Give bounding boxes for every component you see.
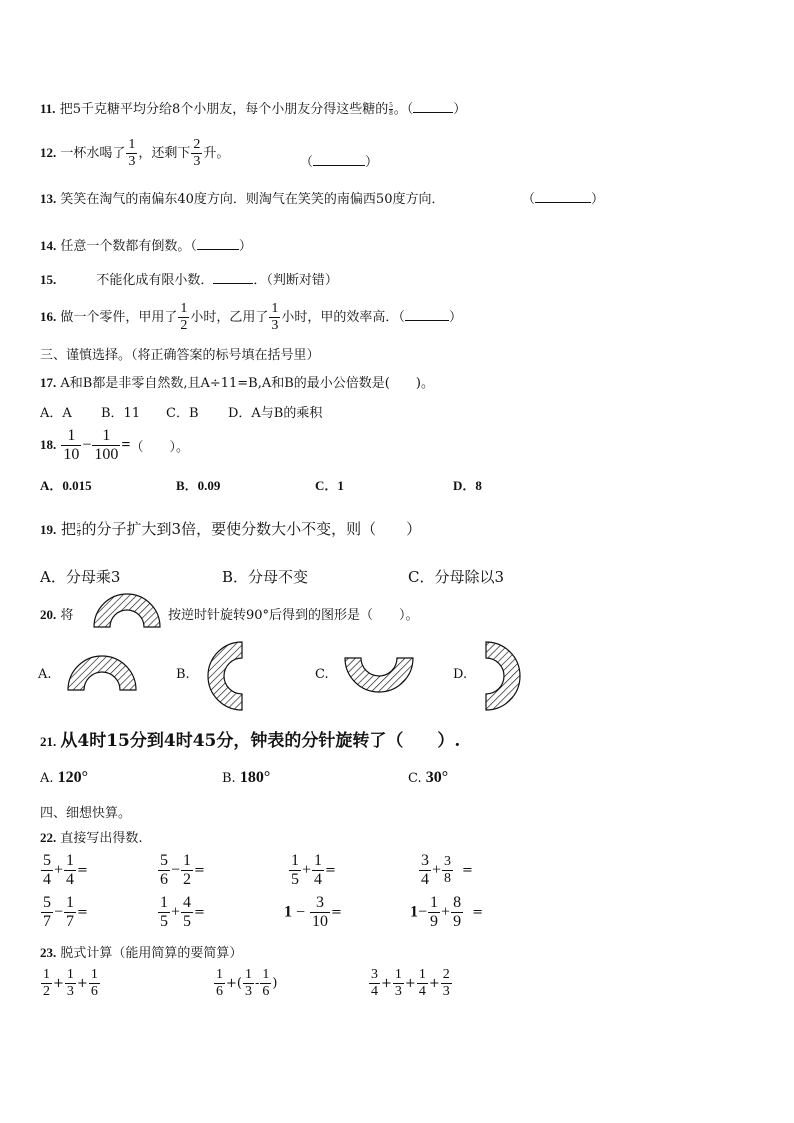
q22-expr: $\frac{5}{7}$ − $\frac{1}{7}$ = (43, 894, 88, 930)
q20-text: 按逆时针旋转90°后得到的图形是（ ）。 (168, 608, 419, 623)
q17-option-c[interactable]: C．B (166, 406, 199, 421)
question-15: 15. 不能化成有限小数． ．（判断对错） (40, 272, 338, 288)
q22-expr: 1 − $\frac{3}{10}$ = (284, 894, 342, 930)
q20-option-b[interactable]: B. (176, 667, 190, 682)
fraction: $\frac{5}{9}$ (77, 521, 81, 538)
question-16: 16. 做一个零件，甲用了 $\frac{1}{2}$ 小时，乙用了 $\frac{1}{3}$ 小时，甲的效率高．（ ） (40, 301, 462, 333)
option-a-figure-icon[interactable] (66, 654, 138, 694)
q23-expr-2: $\frac{1}{6}$ +( $\frac{1}{3}$ - $\frac{1}{6}$ ) (216, 967, 278, 999)
q22-expr: 1− $\frac{1}{9}$ + $\frac{8}{9}$ = (410, 894, 483, 930)
q21-option-c[interactable]: C. 30° (408, 769, 449, 786)
q18-option-b[interactable]: B．0.09 (176, 478, 221, 493)
question-11: 11. 把5千克糖平均分给8个小朋友，每个小朋友分得这些糖的 $\frac{5}{8}$ 。（ ） (40, 101, 467, 117)
q20-option-c[interactable]: C. (315, 667, 329, 682)
answer-blank[interactable] (413, 102, 453, 113)
q22-expr: $\frac{5}{4}$ + $\frac{1}{4}$ = (43, 852, 88, 888)
option-d-figure-icon[interactable] (484, 640, 526, 712)
q22-expr: $\frac{1}{5}$ + $\frac{1}{4}$ = (291, 852, 336, 888)
fraction: $\frac{1}{100}$ (94, 427, 119, 463)
question-21: 21. 从4时15分到4时45分，钟表的分针旋转了（ ）. (40, 731, 461, 751)
q11-fraction: $\frac{5}{8}$ (389, 101, 393, 117)
question-14: 14. 任意一个数都有倒数。（ ） (40, 238, 252, 254)
fraction: $\frac{2}{3}$ (193, 137, 201, 169)
q21-option-b[interactable]: B. 180° (222, 769, 271, 786)
q19-option-b[interactable]: B．分母不变 (222, 568, 309, 586)
section-3-heading: 三、谨慎选择。（将正确答案的标号填在括号里） (40, 348, 320, 363)
q12-answer: （ ） (300, 155, 379, 170)
q11-number: 11. (40, 101, 56, 116)
q23-expr-1: $\frac{1}{2}$ + $\frac{1}{3}$ + $\frac{1}{6}$ (43, 967, 98, 999)
question-13: 13. 笑笑在淘气的南偏东40度方向．则淘气在笑笑的南偏西50度方向． (40, 191, 445, 207)
q17-option-b[interactable]: B．11 (101, 406, 141, 421)
answer-blank[interactable] (535, 192, 591, 203)
q22-expr: $\frac{1}{5}$ + $\frac{4}{5}$ = (160, 894, 205, 930)
answer-blank[interactable] (405, 310, 449, 321)
q23-expr-3: $\frac{3}{4}$ + $\frac{1}{3}$ + $\frac{1}{4}$ + $\frac{2}{3}$ (371, 967, 450, 999)
answer-blank[interactable] (213, 273, 253, 284)
q17-option-a[interactable]: A．A (40, 406, 72, 421)
question-23: 23. 脱式计算（能用简算的要简算） (40, 945, 243, 961)
answer-blank[interactable] (197, 239, 239, 250)
option-b-figure-icon[interactable] (204, 640, 246, 712)
half-ring-figure-icon (92, 590, 162, 630)
q22-expr: $\frac{5}{6}$ − $\frac{1}{2}$ = (160, 852, 205, 888)
q13-answer: （ ） (522, 192, 605, 207)
q18-option-d[interactable]: D．8 (453, 478, 482, 493)
fraction: $\frac{1}{2}$ (180, 301, 188, 333)
q19-option-a[interactable]: A．分母乘3 (40, 568, 121, 586)
q17-option-d[interactable]: D．A与B的乘积 (228, 406, 323, 421)
q20-option-a[interactable]: A. (38, 667, 52, 682)
q19-option-c[interactable]: C．分母除以3 (408, 568, 505, 586)
fraction: $\frac{1}{10}$ (63, 427, 80, 463)
question-22: 22. 直接写出得数. (40, 830, 143, 846)
q22-expr: $\frac{3}{4}$ + $\frac{3}{8}$ = (421, 852, 473, 888)
q18-option-a[interactable]: A．0.015 (40, 478, 92, 493)
question-12: 12. 一杯水喝了 $\frac{1}{3}$ ，还剩下 $\frac{2}{3}$ 升。 (40, 137, 230, 169)
option-c-figure-icon[interactable] (343, 656, 415, 696)
q11-text: 把5千克糖平均分给8个小朋友，每个小朋友分得这些糖的 (59, 102, 389, 117)
q20-option-d[interactable]: D. (453, 667, 468, 682)
fraction: $\frac{1}{3}$ (128, 137, 136, 169)
question-17: 17. A和B都是非零自然数,且A÷11=B,A和B的最小公倍数是( )。 (40, 375, 434, 391)
question-20: 20. 将 (40, 607, 74, 623)
section-4-heading: 四、细想快算。 (40, 806, 132, 821)
q18-option-c[interactable]: C．1 (315, 478, 344, 493)
fraction: $\frac{1}{3}$ (271, 301, 279, 333)
question-19: 19. 把 $\frac{5}{9}$ 的分子扩大到3倍，要使分数大小不变，则（ ） (40, 520, 422, 538)
question-18: 18. $\frac{1}{10}$ − $\frac{1}{100}$ =（ ）。 (40, 427, 190, 463)
answer-blank[interactable] (313, 155, 365, 166)
q21-option-a[interactable]: A. 120° (40, 769, 89, 786)
